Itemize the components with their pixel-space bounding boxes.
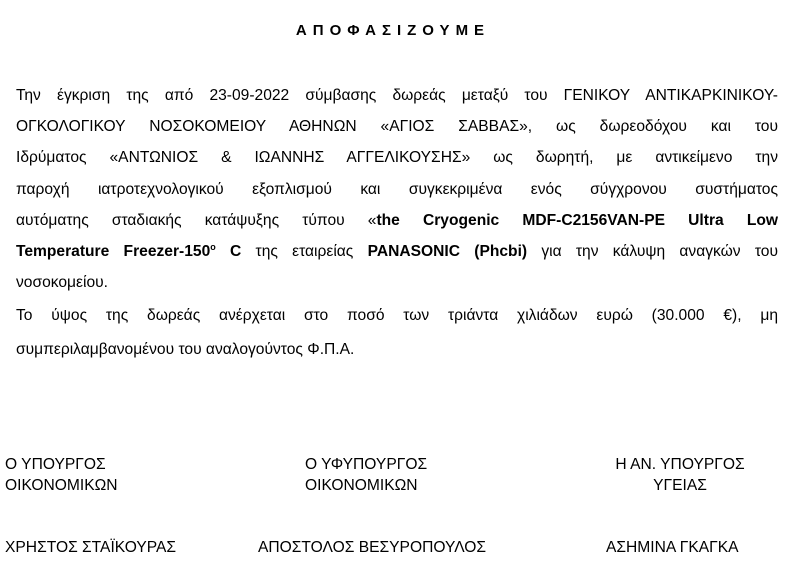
freezer-name-text: Temperature Freezer-150 (16, 243, 211, 260)
signature-right-name: ΑΣΗΜΙΝΑ ΓΚΑΓΚΑ (606, 539, 739, 556)
signature-middle-role2: ΟΙΚΟΝΟΜΙΚΩΝ (305, 477, 418, 494)
paragraph2-line2: συμπεριλαμβανομένου του αναλογούντος Φ.Π.Α. (16, 341, 355, 358)
signature-right-role1: Η ΑΝ. ΥΠΟΥΡΓΟΣ (615, 456, 745, 473)
paragraph1-line2: ΟΓΚΟΛΟΓΙΚΟΥ ΝΟΣΟΚΟΜΕΙΟΥ ΑΘΗΝΩΝ «ΑΓΙΟΣ ΣΑΒΒΑΣ», ως δωρεοδόχου και του (16, 118, 778, 135)
paragraph2-line1: Το ύψος της δωρεάς ανέρχεται στο ποσό των τριάντα χιλιάδων ευρώ (30.000 €), μη (16, 307, 778, 324)
celsius-unit: C (215, 243, 242, 260)
paragraph1-line1: Την έγκριση της από 23-09-2022 σύμβασης δωρεάς μεταξύ του ΓΕΝΙΚΟΥ ΑΝΤΙΚΑΡΚΙΝΙΚΟΥ- (16, 87, 778, 104)
company-prefix-text: της εταιρείας (241, 243, 368, 260)
signature-left-role2: ΟΙΚΟΝΟΜΙΚΩΝ (5, 477, 118, 494)
signature-middle-role1: Ο ΥΦΥΠΟΥΡΓΟΣ (305, 456, 428, 473)
decision-heading: ΑΠΟΦΑΣΙΖΟΥΜΕ (295, 22, 491, 39)
paragraph1-line7: νοσοκομείου. (16, 274, 108, 291)
paragraph1-line5-text: αυτόματης σταδιακής κατάψυξης τύπου « (16, 212, 377, 229)
paragraph1-line6-tail: για την κάλυψη αναγκών του (527, 243, 778, 260)
signature-left-role1: Ο ΥΠΟΥΡΓΟΣ (5, 456, 106, 473)
paragraph1-line6 (16, 242, 778, 262)
paragraph1-line4: παροχή ιατροτεχνολογικού εξοπλισμού και συγκεκριμένα ενός σύγχρονου συστήματος (16, 181, 778, 198)
degree-superscript: o (210, 242, 216, 252)
signature-middle-name: ΑΠΟΣΤΟΛΟΣ ΒΕΣΥΡΟΠΟΥΛΟΣ (258, 539, 487, 556)
paragraph1-line3: Ιδρύματος «ΑΝΤΩΝΙΟΣ & ΙΩΑΝΝΗΣ ΑΓΓΕΛΙΚΟΥΣΗΣ» ως δωρητή, με αντικείμενο την (16, 149, 778, 166)
paragraph1-line5 (16, 211, 778, 231)
signature-left-name: ΧΡΗΣΤΟΣ ΣΤΑΪΚΟΥΡΑΣ (5, 539, 177, 556)
company-name-text: PANASONIC (Phcbi) (367, 243, 528, 260)
freezer-model-text: the Cryogenic MDF-C2156VAN-PE Ultra Low (376, 212, 778, 229)
signature-right-role2: ΥΓΕΙΑΣ (653, 477, 707, 494)
